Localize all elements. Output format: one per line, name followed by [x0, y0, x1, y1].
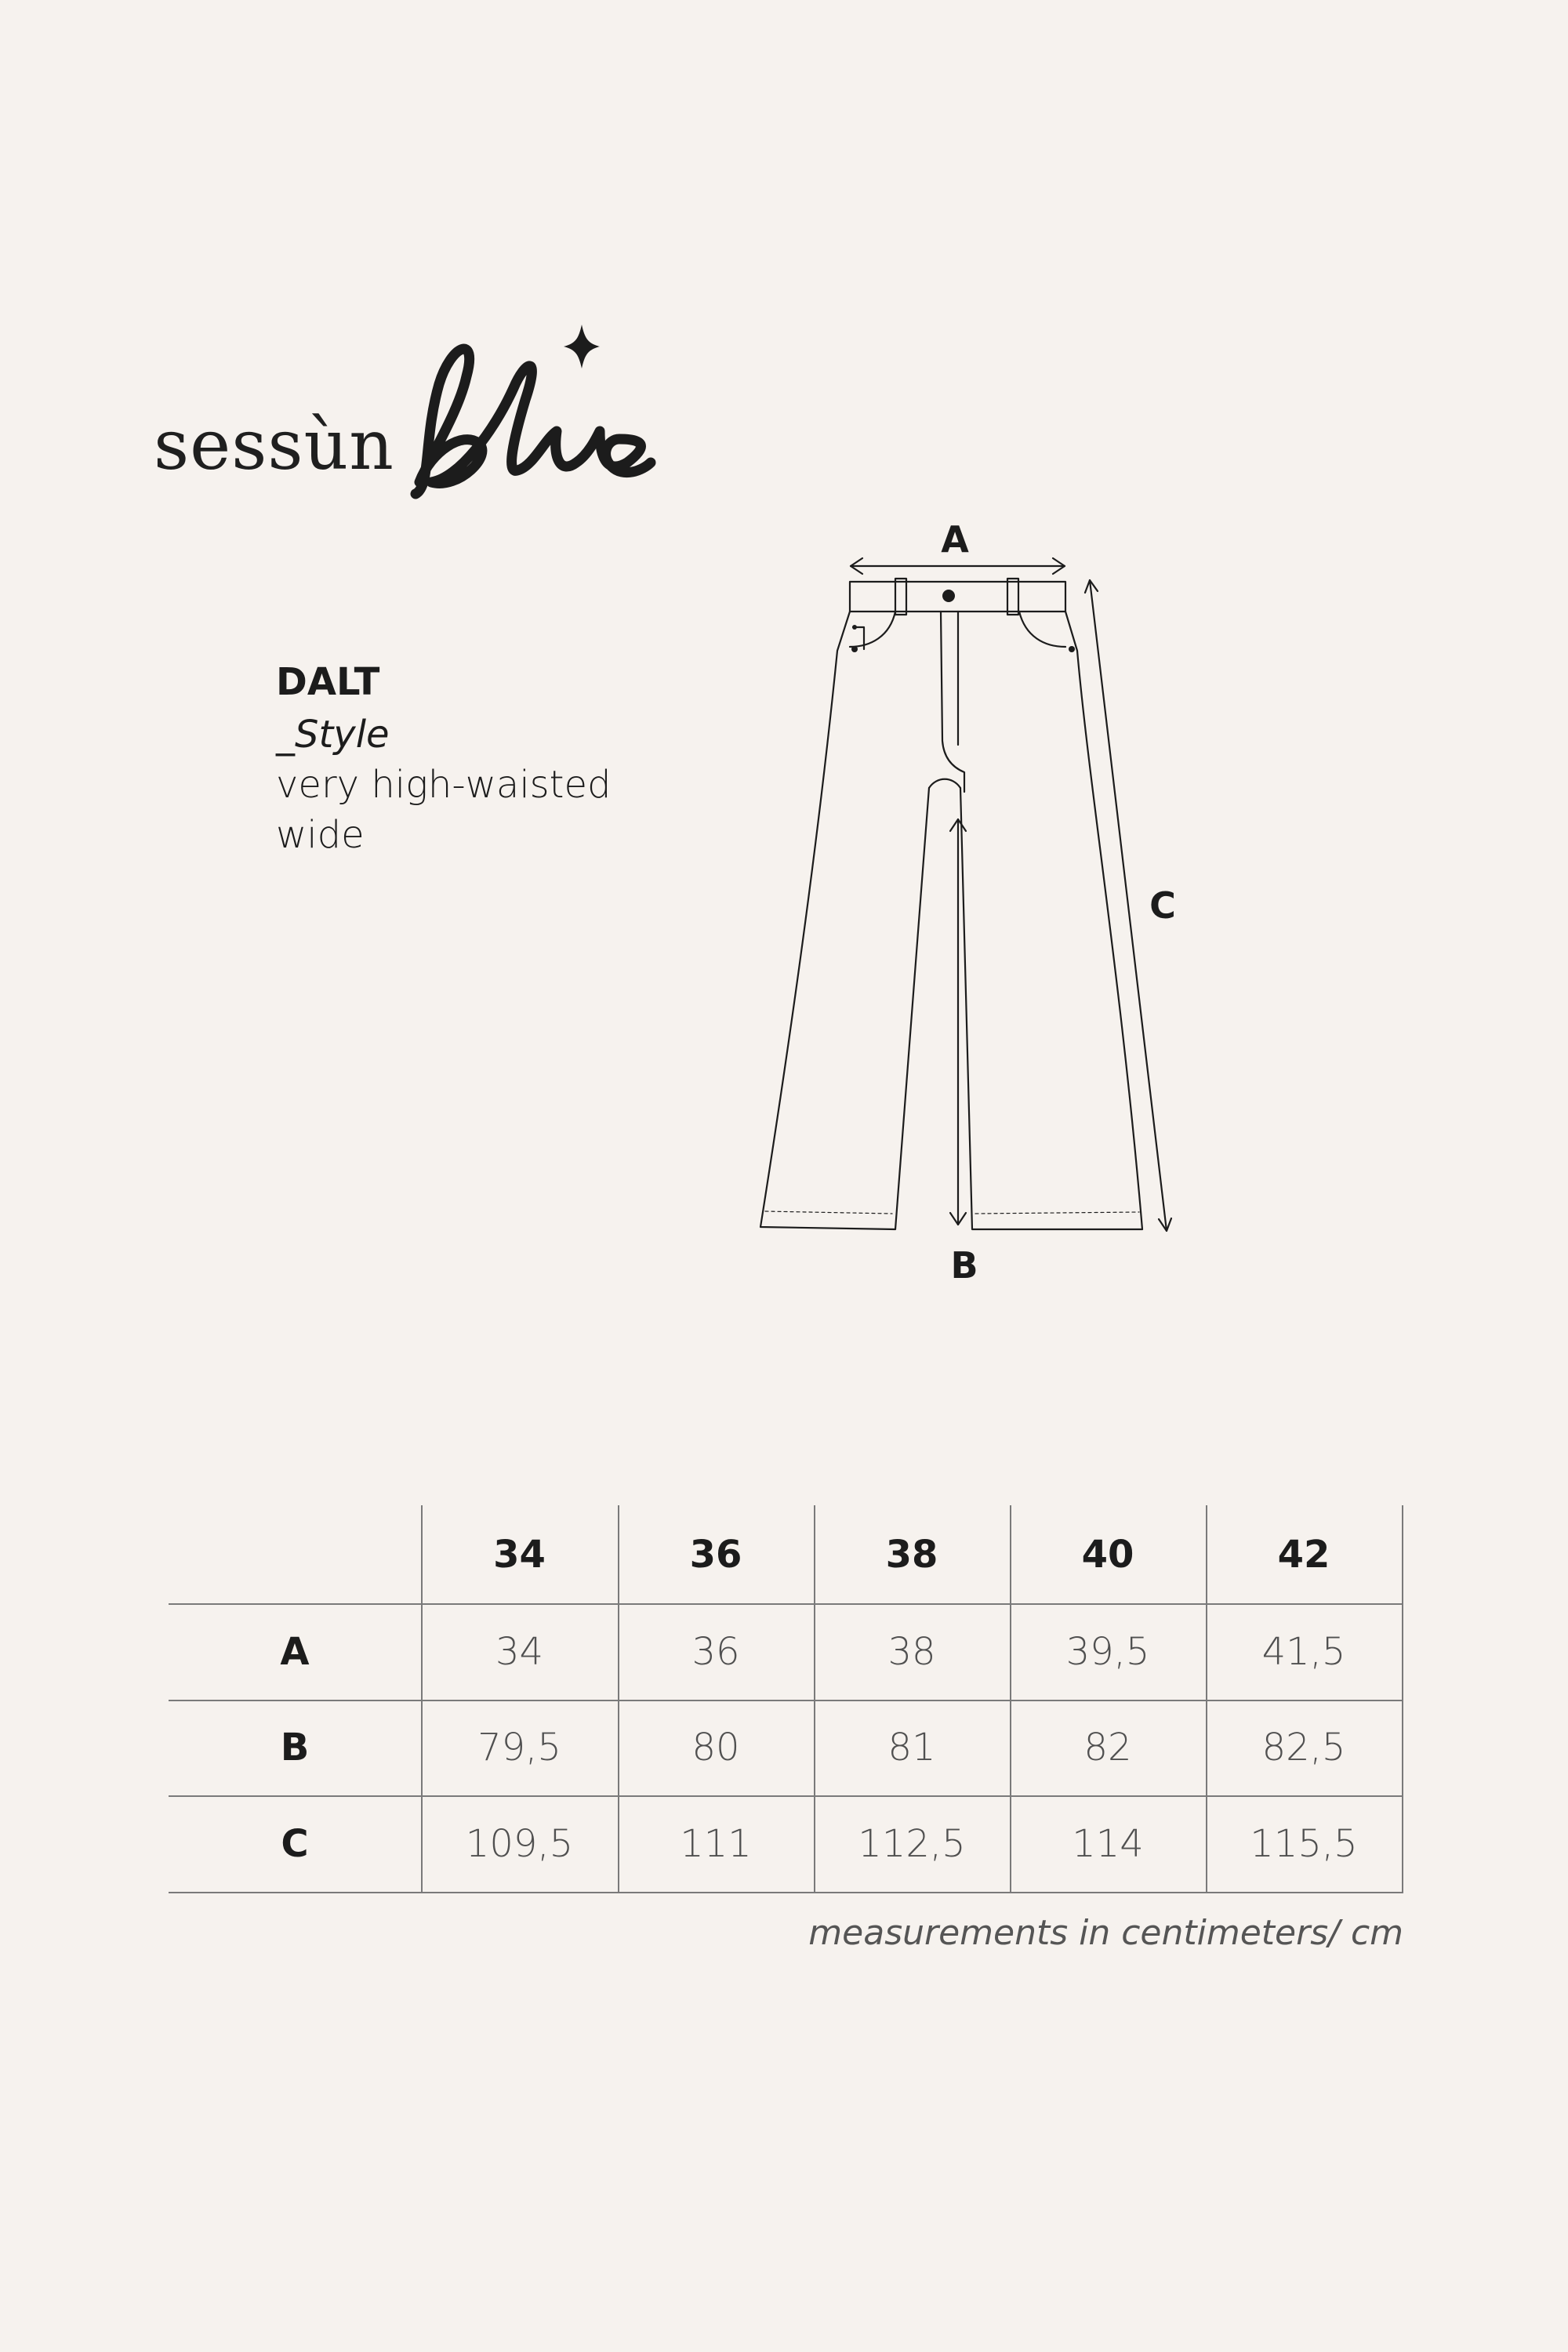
table-cell: 80	[691, 1726, 740, 1769]
size-header: 42	[1277, 1532, 1330, 1577]
table-cell: 79,5	[477, 1726, 561, 1769]
table-cell: 41,5	[1261, 1629, 1346, 1674]
table-cell: 39,5	[1065, 1629, 1150, 1674]
dimension-label-c: C	[1149, 884, 1176, 927]
dimension-label-a: A	[941, 518, 969, 561]
table-cell: 109,5	[465, 1821, 574, 1866]
table-cell: 114	[1072, 1821, 1144, 1866]
measurement-note: measurements in centimeters/ cm	[808, 1913, 1403, 1953]
row-label: B	[280, 1726, 310, 1769]
table-cell: 82,5	[1261, 1726, 1346, 1769]
product-info	[276, 655, 611, 860]
table-cell: 36	[691, 1629, 740, 1674]
table-rule	[169, 1892, 1403, 1893]
product-descriptor: very high-waisted	[276, 763, 612, 807]
table-cell: 112,5	[858, 1821, 966, 1866]
size-header: 34	[493, 1532, 546, 1577]
table-cell: 82	[1083, 1726, 1132, 1769]
product-descriptor: wide	[276, 813, 365, 857]
table-cell: 34	[495, 1629, 544, 1674]
brand-wordmark: sessùn	[154, 405, 394, 485]
product-name: DALT	[276, 660, 380, 704]
dimension-label-b: B	[950, 1244, 978, 1287]
blue-script-logo	[149, 314, 659, 510]
row-label: A	[280, 1629, 310, 1674]
table-cell: 38	[887, 1629, 936, 1674]
size-table	[169, 1505, 1403, 1893]
size-header: 38	[885, 1532, 938, 1577]
size-header: 36	[689, 1532, 742, 1577]
table-divider	[1402, 1505, 1403, 1893]
garment-diagram	[753, 510, 1223, 1294]
style-label: _Style	[276, 713, 390, 757]
brand-logo	[149, 314, 659, 510]
size-header: 40	[1081, 1532, 1134, 1577]
table-cell: 111	[680, 1821, 752, 1866]
table-cell: 115,5	[1250, 1821, 1358, 1866]
table-cell: 81	[887, 1726, 936, 1769]
row-label: C	[281, 1821, 309, 1866]
